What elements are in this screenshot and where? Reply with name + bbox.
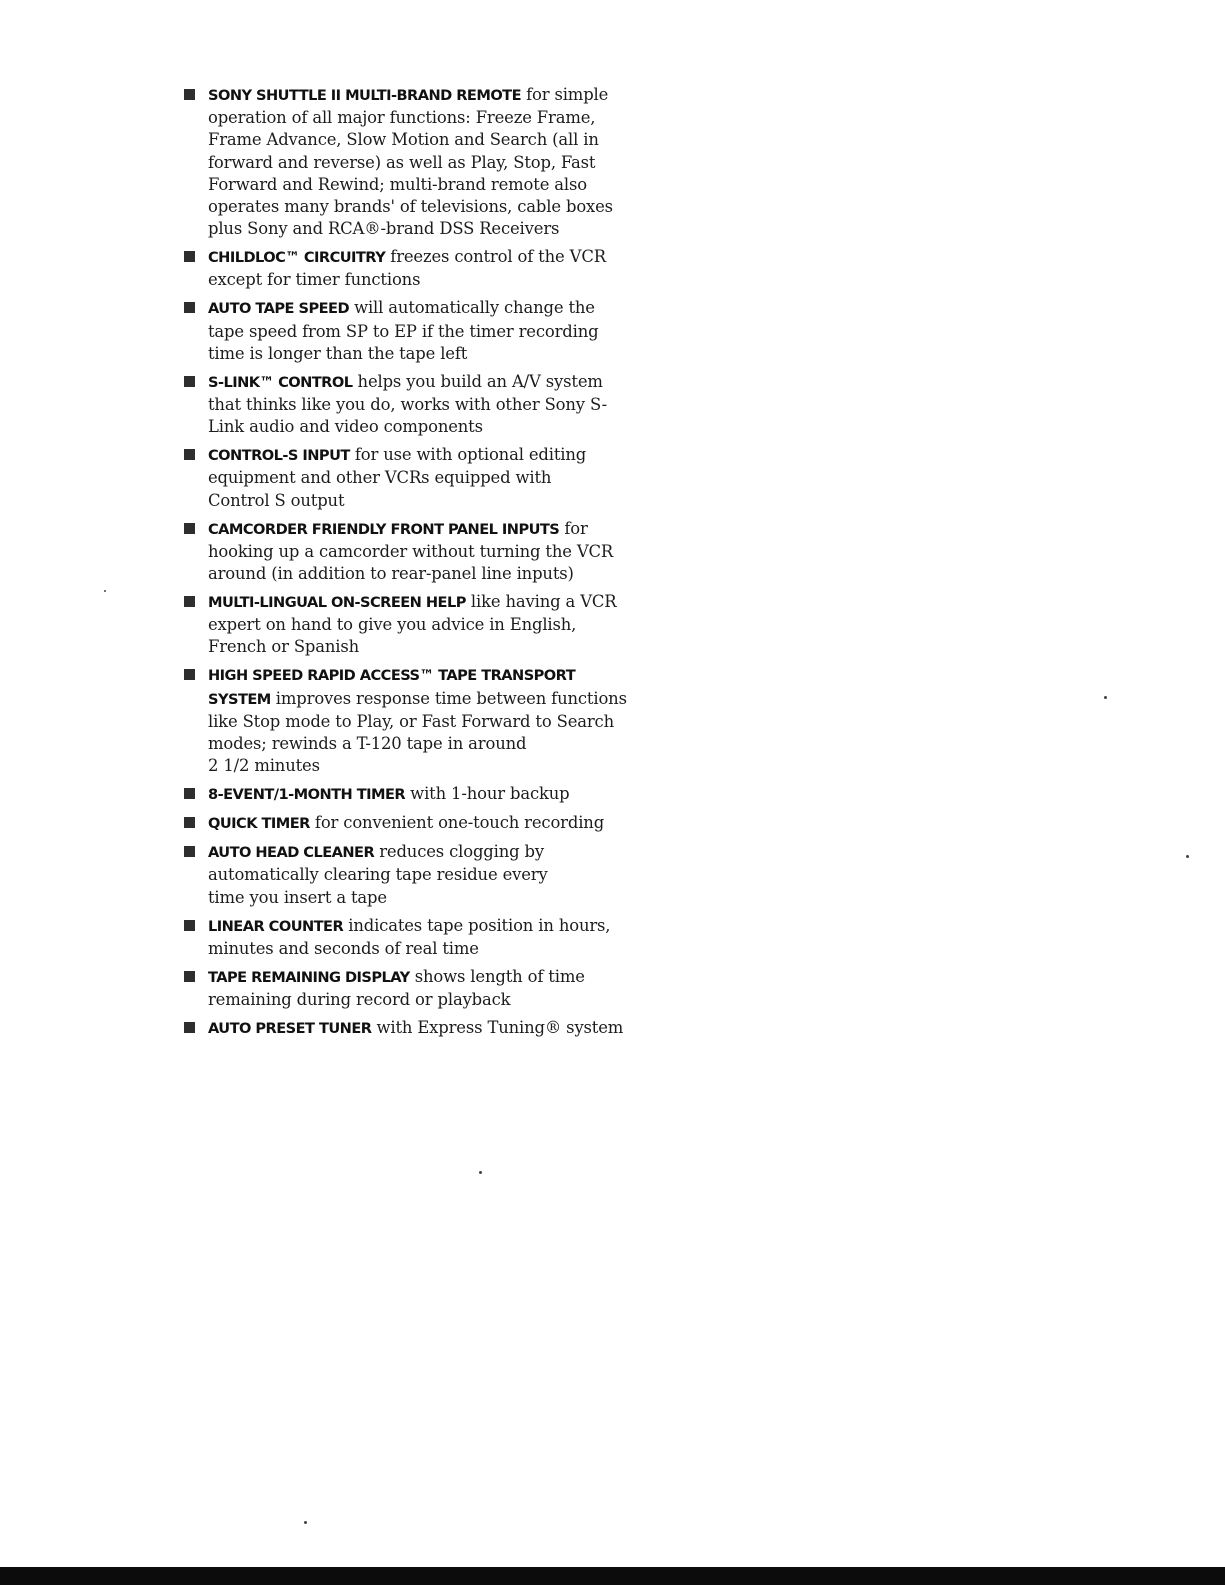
- feature-item: [184, 783, 654, 806]
- square-bullet-icon: [184, 449, 195, 460]
- feature-name: HIGH SPEED RAPID ACCESS™ TAPE TRANSPORT SYSTEM: [208, 667, 576, 708]
- feature-item: [184, 966, 654, 1011]
- feature-description: indicates tape position in hours, minutes and seconds of real time: [208, 915, 611, 958]
- feature-name: CAMCORDER FRIENDLY FRONT PANEL INPUTS: [208, 520, 560, 538]
- feature-item: [184, 246, 654, 291]
- scan-speck: [479, 1171, 482, 1174]
- square-bullet-icon: [184, 596, 195, 607]
- square-bullet-icon: [184, 669, 195, 680]
- feature-name: AUTO HEAD CLEANER: [208, 844, 375, 862]
- square-bullet-icon: [184, 817, 195, 828]
- scan-speck: [1186, 855, 1189, 858]
- feature-description: with 1-hour backup: [405, 784, 570, 804]
- feature-name: LINEAR COUNTER: [208, 917, 344, 935]
- scan-speck: [104, 590, 106, 592]
- square-bullet-icon: [184, 846, 195, 857]
- square-bullet-icon: [184, 788, 195, 799]
- feature-item: [184, 297, 654, 365]
- feature-name: QUICK TIMER: [208, 815, 310, 833]
- scan-speck: [304, 1521, 307, 1524]
- feature-description: with Express Tuning® system: [371, 1018, 624, 1038]
- feature-name: AUTO TAPE SPEED: [208, 300, 350, 318]
- feature-name: AUTO PRESET TUNER: [208, 1020, 372, 1038]
- square-bullet-icon: [184, 376, 195, 387]
- feature-description: improves response time between functions like Stop mode to Play, or Fast Forward to Search modes; rewinds a T-120 tape in around 2 1/2 minutes: [208, 688, 627, 776]
- square-bullet-icon: [184, 251, 195, 262]
- feature-name: MULTI-LINGUAL ON-SCREEN HELP: [208, 594, 466, 612]
- feature-description: shows length of time remaining during record or playback: [208, 966, 585, 1010]
- square-bullet-icon: [184, 971, 195, 982]
- feature-name: CHILDLOC™ CIRCUITRY: [208, 249, 386, 267]
- feature-description: reduces clogging by automatically clearing tape residue every time you insert a tape: [208, 842, 548, 907]
- square-bullet-icon: [184, 523, 195, 534]
- feature-item: [184, 841, 654, 909]
- feature-description: for simple operation of all major functions: Freeze Frame, Frame Advance, Slow Motion and Search (all in forward and reverse) as well as Play, Stop, Fast Forward and Rewind; multi-brand remote also operates many brands' of televisions, cable boxes plus Sony and RCA®-brand DSS Receivers: [208, 85, 613, 239]
- feature-item: [184, 518, 654, 586]
- feature-description: like having a VCR expert on hand to give you advice in English, French or Spanish: [208, 592, 617, 657]
- feature-item: [184, 84, 654, 240]
- feature-item: [184, 591, 654, 659]
- feature-item: [184, 812, 654, 835]
- feature-name: SONY SHUTTLE II MULTI-BRAND REMOTE: [208, 87, 522, 104]
- feature-description: for hooking up a camcorder without turning the VCR around (in addition to rear-panel line inputs): [208, 518, 614, 584]
- feature-name: S-LINK™ CONTROL: [208, 373, 353, 391]
- feature-item: [184, 915, 654, 960]
- feature-description: freezes control of the VCR except for timer functions: [208, 247, 606, 290]
- scan-speck: [1104, 696, 1107, 699]
- square-bullet-icon: [184, 89, 195, 100]
- feature-item: [184, 371, 654, 439]
- feature-name: CONTROL-S INPUT: [208, 447, 350, 465]
- feature-description: for use with optional editing equipment and other VCRs equipped with Control S output: [208, 445, 587, 510]
- scan-bottom-edge: [0, 1567, 1225, 1585]
- square-bullet-icon: [184, 920, 195, 931]
- feature-description: for convenient one-touch recording: [309, 813, 605, 833]
- feature-name: TAPE REMAINING DISPLAY: [208, 968, 410, 986]
- feature-item: [184, 444, 654, 512]
- square-bullet-icon: [184, 1022, 195, 1033]
- feature-name: 8-EVENT/1-MONTH TIMER: [208, 786, 406, 804]
- feature-list: [184, 84, 654, 1046]
- feature-description: helps you build an A/V system that thinks like you do, works with other Sony S- Link audio and video components: [208, 371, 608, 437]
- square-bullet-icon: [184, 302, 195, 313]
- feature-item: [184, 1017, 654, 1040]
- feature-description: will automatically change the tape speed from SP to EP if the timer recording time is longer than the tape left: [208, 298, 599, 363]
- feature-item: [184, 664, 654, 777]
